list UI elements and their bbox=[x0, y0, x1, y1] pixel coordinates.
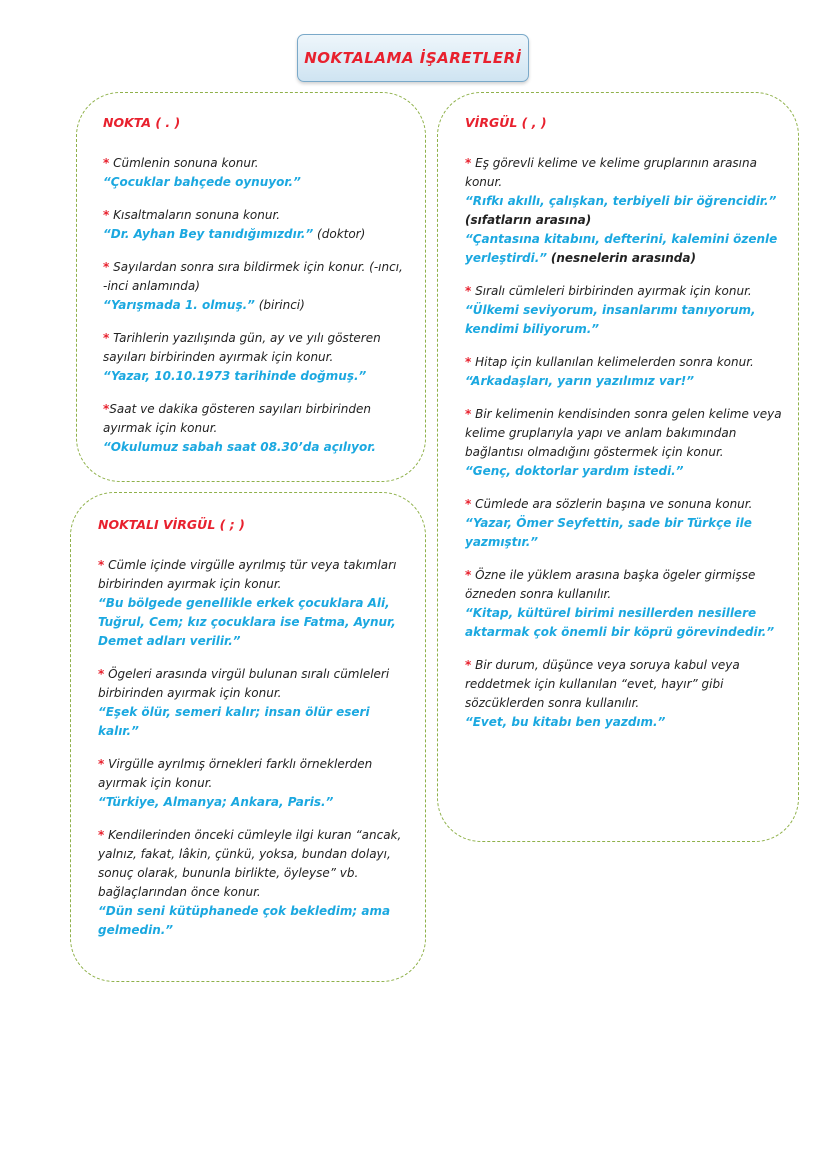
bullet-star-icon: * bbox=[98, 757, 105, 771]
rule-item bbox=[103, 400, 409, 457]
rule-example: “Kitap, kültürel birimi nesillerden nesillere aktarmak çok önemli bir köprü görevindedir.” bbox=[465, 606, 775, 639]
bullet-star-icon: * bbox=[465, 156, 472, 170]
card-title: NOKTALI VİRGÜL ( ; ) bbox=[98, 517, 245, 532]
rule-item bbox=[103, 154, 409, 192]
rule-description: Bir kelimenin kendisinden sonra gelen kelime veya kelime gruplarıyla yapı ve anlam bakımından bağlantısı olmadığını göstermek için konur. bbox=[465, 407, 782, 459]
rule-item bbox=[98, 826, 409, 940]
bullet-star-icon: * bbox=[465, 284, 472, 298]
rule-example: “Çocuklar bahçede oynuyor.” bbox=[103, 175, 301, 189]
bullet-star-icon: * bbox=[465, 355, 472, 369]
rule-example: “Eşek ölür, semeri kalır; insan ölür eseri kalır.” bbox=[98, 705, 370, 738]
bullet-star-icon: * bbox=[103, 208, 110, 222]
rule-example: “Okulumuz sabah saat 08.30’da açılıyor. bbox=[103, 440, 376, 454]
bullet-star-icon: * bbox=[465, 658, 472, 672]
rule-description: Virgülle ayrılmış örnekleri farklı örneklerden ayırmak için konur. bbox=[98, 757, 373, 790]
rule-example: “Yazar, 10.10.1973 tarihinde doğmuş.” bbox=[103, 369, 367, 383]
rule-example: “Arkadaşları, yarın yazılımız var!” bbox=[465, 374, 695, 388]
rule-item bbox=[98, 755, 409, 812]
rule-item bbox=[465, 566, 784, 642]
rule-description: Ögeleri arasında virgül bulunan sıralı cümleleri birbirinden ayırmak için konur. bbox=[98, 667, 390, 700]
rule-description: Sayılardan sonra sıra bildirmek için konur. (-ıncı, -inci anlamında) bbox=[103, 260, 403, 293]
rule-description: Eş görevli kelime ve kelime gruplarının arasına konur. bbox=[465, 156, 757, 189]
bullet-star-icon: * bbox=[465, 407, 472, 421]
rule-description: Özne ile yüklem arasına başka ögeler girmişse özneden sonra kullanılır. bbox=[465, 568, 756, 601]
rule-example: “Evet, bu kitabı ben yazdım.” bbox=[465, 715, 666, 729]
rule-example: “Türkiye, Almanya; Ankara, Paris.” bbox=[98, 795, 334, 809]
rule-note: (birinci) bbox=[258, 298, 305, 312]
card-nokta bbox=[76, 92, 426, 482]
bullet-star-icon: * bbox=[465, 568, 472, 582]
rule-note: (nesnelerin arasında) bbox=[550, 251, 696, 265]
bullet-star-icon: * bbox=[98, 558, 105, 572]
rule-example: “Yazar, Ömer Seyfettin, sade bir Türkçe ile yazmıştır.” bbox=[465, 516, 752, 549]
rule-item bbox=[465, 656, 784, 732]
rule-item bbox=[465, 405, 784, 481]
rule-item bbox=[103, 258, 409, 315]
rule-description: Tarihlerin yazılışında gün, ay ve yılı gösteren sayıları birbirinden ayırmak için konur. bbox=[103, 331, 381, 364]
rule-item bbox=[103, 206, 409, 244]
rule-description: Sıralı cümleleri birbirinden ayırmak için konur. bbox=[475, 284, 752, 298]
rule-example: “Ülkemi seviyorum, insanlarımı tanıyorum, kendimi biliyorum.” bbox=[465, 303, 756, 336]
bullet-star-icon: * bbox=[103, 156, 110, 170]
rule-description: Hitap için kullanılan kelimelerden sonra konur. bbox=[475, 355, 754, 369]
rule-example: “Çantasına kitabını, defterini, kalemini özenle yerleştirdi.” bbox=[465, 232, 778, 265]
rule-example: “Bu bölgede genellikle erkek çocuklara Ali, Tuğrul, Cem; kız çocuklara ise Fatma, Aynur, Demet adları verilir.” bbox=[98, 596, 396, 648]
rule-example: “Genç, doktorlar yardım istedi.” bbox=[465, 464, 684, 478]
card-noktali-virgul bbox=[70, 492, 426, 982]
bullet-star-icon: * bbox=[465, 497, 472, 511]
rule-item bbox=[465, 282, 784, 339]
card-virgul bbox=[437, 92, 799, 842]
rule-item bbox=[103, 329, 409, 386]
card-title: VİRGÜL ( , ) bbox=[465, 115, 547, 130]
rule-description: Cümlenin sonuna konur. bbox=[113, 156, 259, 170]
bullet-star-icon: * bbox=[103, 331, 110, 345]
rule-item bbox=[465, 495, 784, 552]
rule-description: Saat ve dakika gösteren sayıları birbirinden ayırmak için konur. bbox=[103, 402, 371, 435]
rule-note: (doktor) bbox=[317, 227, 366, 241]
rule-example: “Rıfkı akıllı, çalışkan, terbiyeli bir öğrencidir.” bbox=[465, 194, 777, 208]
bullet-star-icon: * bbox=[98, 828, 105, 842]
rule-item bbox=[465, 353, 784, 391]
bullet-star-icon: * bbox=[103, 260, 110, 274]
bullet-star-icon: * bbox=[98, 667, 105, 681]
rule-note: (sıfatların arasına) bbox=[465, 213, 592, 227]
rule-item bbox=[465, 154, 784, 268]
rule-example: “Dün seni kütüphanede çok bekledim; ama gelmedin.” bbox=[98, 904, 391, 937]
rule-description: Cümlede ara sözlerin başına ve sonuna konur. bbox=[475, 497, 753, 511]
rule-item bbox=[98, 556, 409, 651]
page-title-box bbox=[297, 34, 529, 82]
card-title: NOKTA ( . ) bbox=[103, 115, 181, 130]
rule-item bbox=[98, 665, 409, 741]
rule-description: Kısaltmaların sonuna konur. bbox=[113, 208, 281, 222]
bullet-star-icon: * bbox=[103, 402, 110, 416]
rule-example: “Dr. Ayhan Bey tanıdığımızdır.” bbox=[103, 227, 314, 241]
rule-description: Kendilerinden önceki cümleyle ilgi kuran “ancak, yalnız, fakat, lâkin, çünkü, yoksa, bundan dolayı, sonuç olarak, bununla birlikte, öyleyse” vb. bağlaçlarından önce konur. bbox=[98, 828, 402, 899]
rule-description: Cümle içinde virgülle ayrılmış tür veya takımları birbirinden ayırmak için konur. bbox=[98, 558, 397, 591]
page-title: NOKTALAMA İŞARETLERİ bbox=[304, 49, 522, 67]
rule-example: “Yarışmada 1. olmuş.” bbox=[103, 298, 255, 312]
rule-description: Bir durum, düşünce veya soruya kabul veya reddetmek için kullanılan “evet, hayır” gibi sözcüklerden sonra kullanılır. bbox=[465, 658, 740, 710]
